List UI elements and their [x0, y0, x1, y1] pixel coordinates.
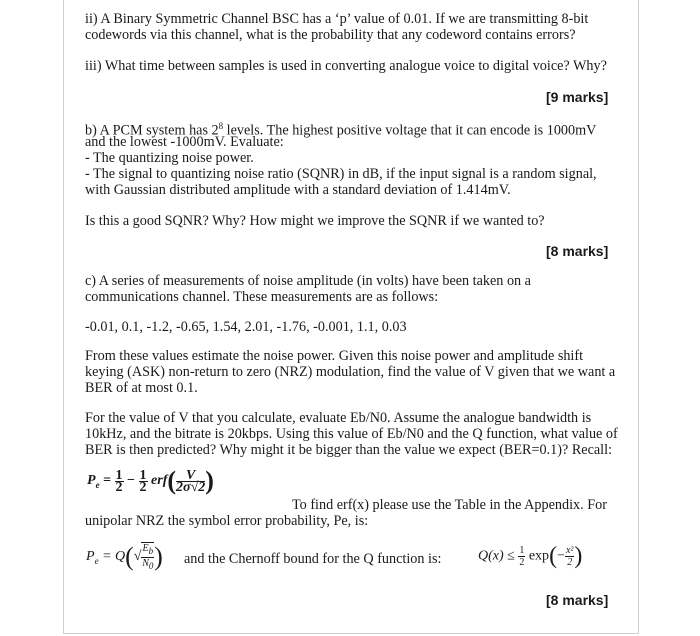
q-ii-line1: ii) A Binary Symmetric Channel BSC has a ‘p’ value of 0.01. If we are transmitting 8-bit — [85, 11, 589, 27]
q-ii-line2: codewords via this channel, what is the probability that any codeword contains errors? — [85, 27, 576, 43]
q-c-p2-line2: keying (ASK) non-return to zero (NRZ) modulation, find the value of V given that we want a — [85, 364, 616, 380]
marks-c: [8 marks] — [546, 592, 609, 608]
q-c-nrz-line: unipolar NRZ the symbol error probability, Pe, is: — [85, 513, 369, 529]
formula-chernoff: Q(x) ≤ $\frac{1}{2}$ exp(− $\frac{\text{x²}}{2}$ ) — [478, 543, 583, 569]
q-c-p3-line1: For the value of V that you calculate, evaluate Eb/N0. Assume the analogue bandwidth is — [85, 410, 592, 426]
q-b-line4: - The signal to quantizing noise ratio (SQNR) in dB, if the input signal is a random signal, — [85, 166, 597, 182]
marks-b: [8 marks] — [546, 243, 609, 259]
q-c-p3-line2: 10kHz, and the bitrate is 20kbps. Using this value of Eb/N0 and the Q function, what value of — [85, 426, 618, 442]
q-b-line2: and the lowest -1000mV. Evaluate: — [85, 134, 284, 150]
q-b-line5: with Gaussian distributed amplitude with a standard deviation of 1.414mV. — [85, 182, 511, 198]
q-c-values: -0.01, 0.1, -1.2, -0.65, 1.54, 2.01, -1.76, -0.001, 1.1, 0.03 — [85, 319, 407, 335]
q-b-line1: b) A PCM system has $2^8$ levels. The highest positive voltage that it can encode is 1000mV — [85, 121, 597, 139]
q-b-line6: Is this a good SQNR? Why? How might we improve the SQNR if we wanted to? — [85, 213, 545, 229]
q-c-p2-line3: BER of at most 0.1. — [85, 380, 198, 396]
q-c-p2-line1: From these values estimate the noise power. Given this noise power and amplitude shift — [85, 348, 584, 364]
q-c-line1: c) A series of measurements of noise amplitude (in volts) have been taken on a — [85, 273, 531, 289]
formula-erf: $P_e$ = $\frac{1}{2}$ − $\frac{1}{2}$ erf( $\frac{V}{2\sigma√2}$ ) — [87, 466, 214, 495]
q-b-line3: - The quantizing noise power. — [85, 150, 254, 166]
q-c-p3-line3: BER is then predicted? Why might it be bigger than the value we expect (BER=0.1)? Recall: — [85, 442, 613, 458]
q-iii-line1: iii) What time between samples is used in converting analogue voice to digital voice? Why? — [85, 58, 607, 74]
formula-q: $P_e = Q(√$ $\frac{Eb}{N0}$ ) — [86, 542, 163, 571]
q-c-erf-note: To find erf(x) please use the Table in the Appendix. For — [292, 497, 607, 513]
q-c-line2: communications channel. These measurements are as follows: — [85, 289, 439, 305]
q-c-chernoff-text: and the Chernoff bound for the Q function is: — [184, 551, 442, 567]
marks-a: [9 marks] — [546, 89, 609, 105]
